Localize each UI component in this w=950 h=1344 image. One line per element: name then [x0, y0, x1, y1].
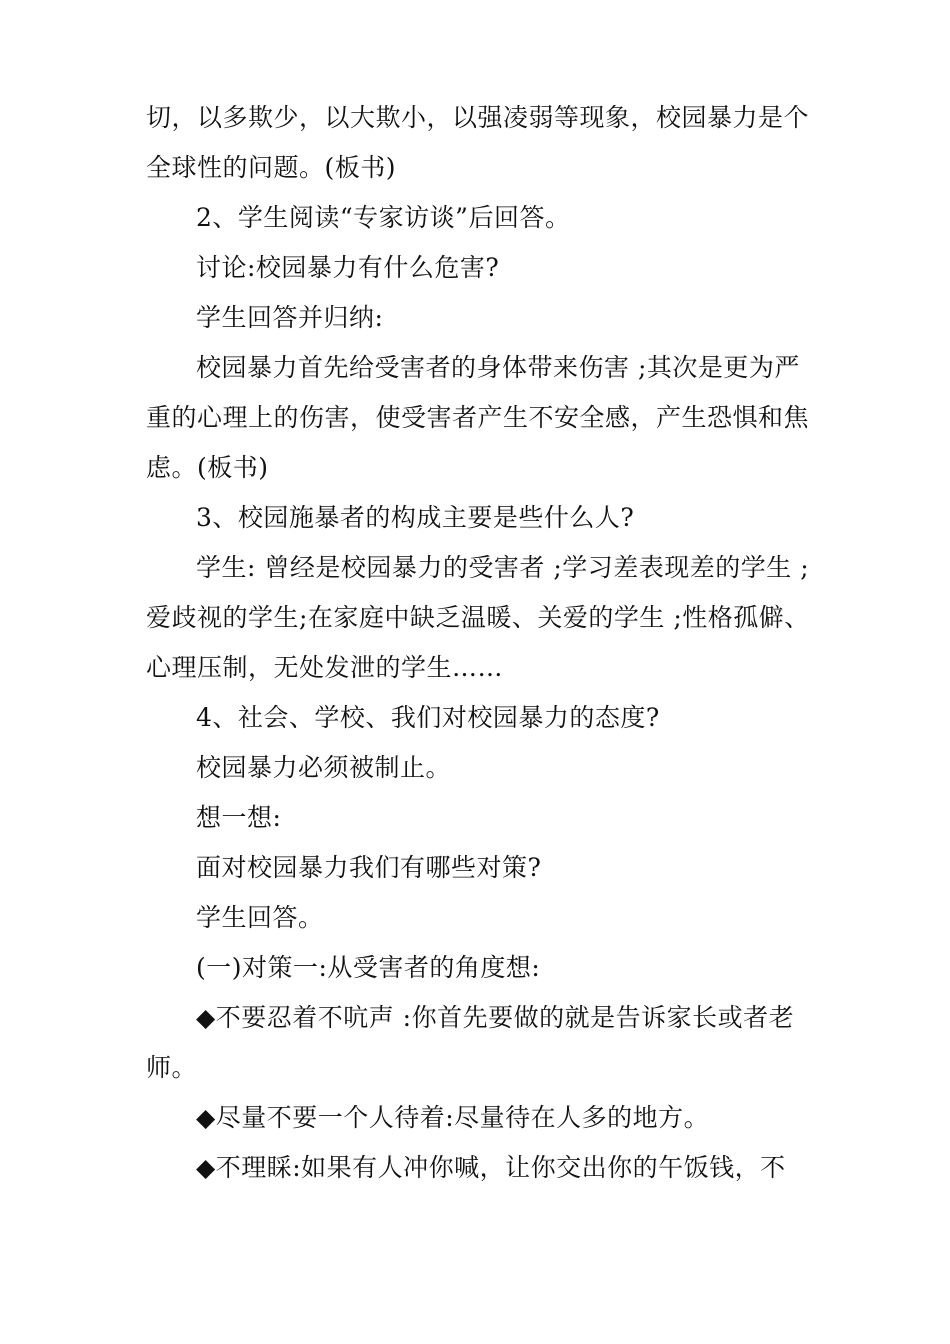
text-line: 学生回答并归纳:: [196, 303, 384, 332]
text-line: 全球性的问题。(板书): [146, 153, 397, 182]
text-line: ◆尽量不要一个人待着:尽量待在人多的地方。: [196, 1103, 710, 1132]
text-line: 校园暴力首先给受害者的身体带来伤害 ;其次是更为严: [196, 353, 800, 382]
text-line: 虑。(板书): [146, 453, 269, 482]
text-line: 面对校园暴力我们有哪些对策?: [196, 853, 542, 882]
text-line: ◆不理睬:如果有人冲你喊，让你交出你的午饭钱，不: [196, 1153, 786, 1182]
text-line: 师。: [146, 1053, 198, 1082]
text-line: 重的心理上的伤害，使受害者产生不安全感，产生恐惧和焦: [146, 403, 810, 432]
text-line: (一)对策一:从受害者的角度想:: [196, 953, 541, 982]
text-line: 切，以多欺少，以大欺小，以强凌弱等现象，校园暴力是个: [146, 103, 810, 132]
text-line: 学生: 曾经是校园暴力的受害者 ;学习差表现差的学生 ;: [196, 553, 810, 582]
text-line: 想一想:: [196, 803, 282, 832]
text-line: 3、校园施暴者的构成主要是些什么人?: [196, 503, 635, 532]
text-line: 4、社会、学校、我们对校园暴力的态度?: [196, 703, 660, 732]
text-line: 2、学生阅读“专家访谈”后回答。: [196, 203, 571, 232]
text-line: 讨论:校园暴力有什么危害?: [196, 253, 500, 282]
text-line: 学生回答。: [196, 903, 324, 932]
text-line: 心理压制，无处发泄的学生……: [146, 653, 504, 682]
text-line: 爱歧视的学生;在家庭中缺乏温暖、关爱的学生 ;性格孤僻、: [146, 603, 810, 632]
text-line: ◆不要忍着不吭声 :你首先要做的就是告诉家长或者老: [196, 1003, 795, 1032]
text-line: 校园暴力必须被制止。: [196, 753, 452, 782]
